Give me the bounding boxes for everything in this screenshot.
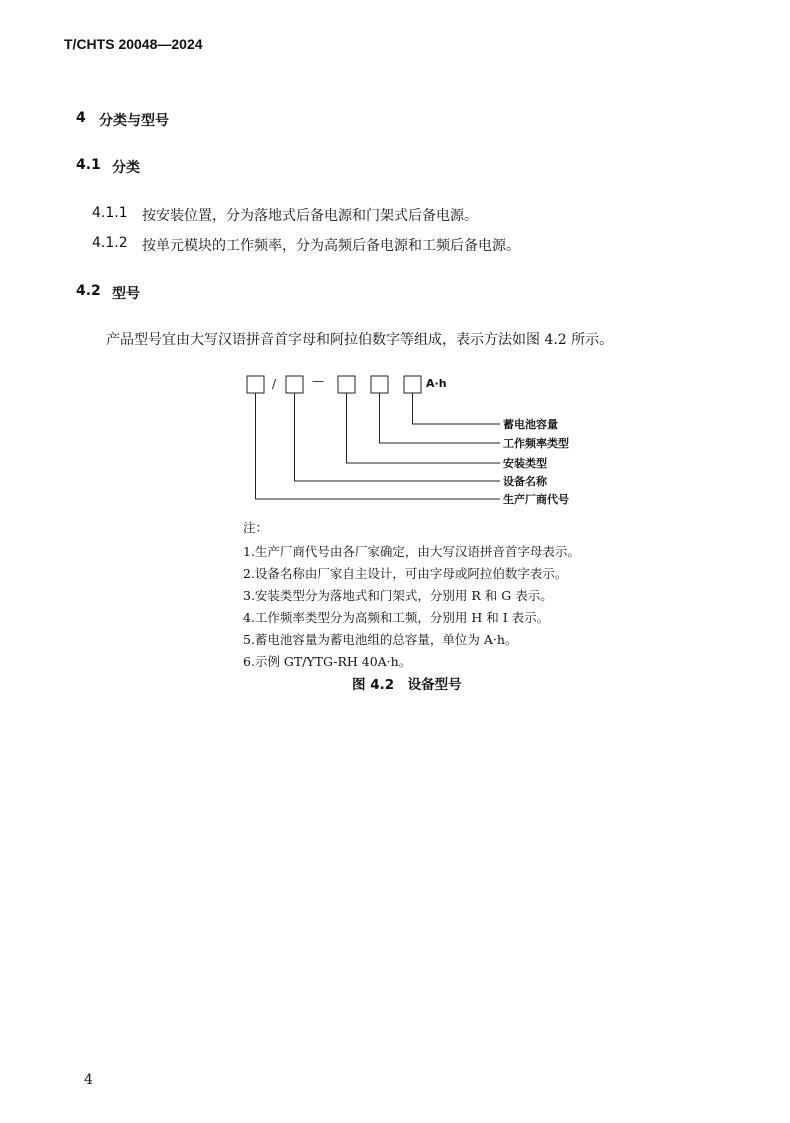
label-frequency-type: 工作频率类型 [503, 437, 569, 450]
clause-4-1-1-number: 4.1.1 [92, 205, 128, 221]
section-4-1-title: 分类 [112, 160, 140, 176]
dash-separator: — [312, 374, 324, 388]
note-item: 2.设备名称由厂家自主设计，可由字母或阿拉伯数字表示。 [243, 566, 568, 581]
section-4-1-number: 4.1 [76, 157, 101, 173]
paragraph: 产品型号宜由大写汉语拼音首字母和阿拉伯数字等组成，表示方法如图 4.2 所示。 [106, 332, 614, 348]
clause-4-1-2-text: 按单元模块的工作频率，分为高频后备电源和工频后备电源。 [142, 238, 520, 254]
slash-separator: / [272, 377, 277, 391]
note-item: 6.示例 GT/YTG-RH 40A·h。 [243, 654, 412, 669]
section-4-title: 分类与型号 [99, 113, 169, 129]
section-4-number: 4 [76, 110, 86, 126]
note-title: 注： [243, 520, 269, 535]
box-capacity [404, 376, 421, 393]
clause-4-1-2-number: 4.1.2 [92, 235, 128, 251]
section-4-2-number: 4.2 [76, 283, 101, 299]
box-install-type [338, 376, 355, 393]
note-item: 5.蓄电池容量为蓄电池组的总容量，单位为 A·h。 [243, 632, 518, 647]
figure-caption: 图 4.2 设备型号 [352, 677, 462, 693]
page-number: 4 [84, 1072, 93, 1088]
box-frequency-type [371, 376, 388, 393]
label-device-name: 设备名称 [503, 475, 547, 488]
doc-code: T/CHTS 20048—2024 [64, 36, 203, 52]
section-4-2-title: 型号 [112, 286, 140, 302]
box-manufacturer [247, 376, 264, 393]
note-item: 3.安装类型分为落地式和门架式，分别用 R 和 G 表示。 [243, 588, 553, 603]
box-device-name [286, 376, 303, 393]
note-item: 1.生产厂商代号由各厂家确定，由大写汉语拼音首字母表示。 [243, 544, 580, 559]
unit-label: A·h [426, 377, 447, 390]
label-capacity: 蓄电池容量 [503, 418, 558, 431]
label-manufacturer: 生产厂商代号 [503, 493, 569, 506]
note-item: 4.工作频率类型分为高频和工频，分别用 H 和 I 表示。 [243, 610, 550, 625]
clause-4-1-1-text: 按安装位置，分为落地式后备电源和门架式后备电源。 [142, 208, 478, 224]
label-install-type: 安装类型 [503, 457, 547, 470]
